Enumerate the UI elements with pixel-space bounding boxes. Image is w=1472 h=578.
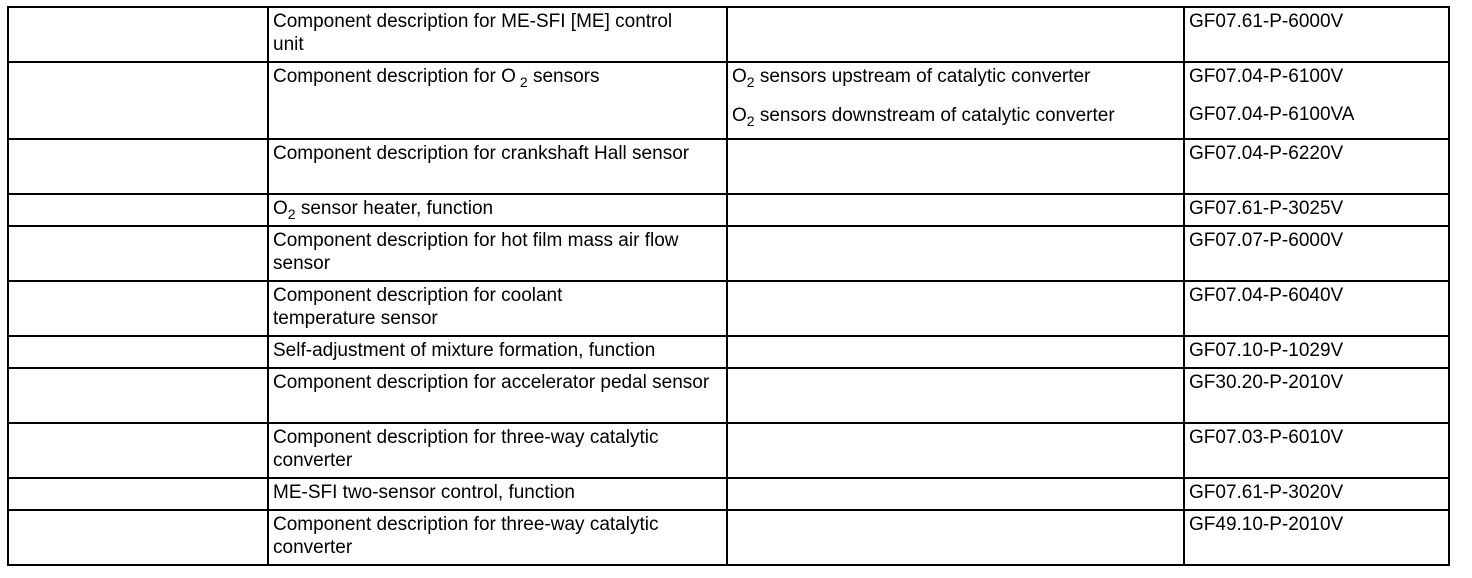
document-reference-link[interactable]: GF07.04-P-6040V <box>1189 285 1344 306</box>
description-cell <box>268 510 727 565</box>
description-cell <box>268 281 727 336</box>
description-cell <box>268 336 727 368</box>
reference-cell <box>1184 510 1449 565</box>
empty-cell <box>8 281 268 336</box>
description-text: Component description for three-way catalytic converter <box>273 514 659 558</box>
document-reference-link[interactable]: GF07.61-P-3020V <box>1189 482 1344 503</box>
detail-cell <box>727 7 1184 62</box>
document-reference-link[interactable]: GF07.04-P-6100V <box>1189 66 1344 87</box>
document-reference-link[interactable]: GF07.10-P-1029V <box>1189 340 1344 361</box>
reference-cell <box>1184 281 1449 336</box>
reference-cell <box>1184 7 1449 62</box>
detail-cell <box>727 336 1184 368</box>
table-row <box>8 368 1449 423</box>
description-text: Component description for crankshaft Hall sensor <box>273 143 690 164</box>
document-reference-link[interactable]: GF07.61-P-3025V <box>1189 198 1344 219</box>
description-suffix: sensors <box>527 66 600 87</box>
table-row <box>8 194 1449 226</box>
description-text: Component description for ME-SFI [ME] control unit <box>273 11 673 55</box>
description-text: Component description for hot film mass air flow sensor <box>273 230 679 274</box>
reference-cell <box>1184 62 1449 139</box>
document-reference-link[interactable]: GF49.10-P-2010V <box>1189 514 1344 535</box>
document-reference-link[interactable]: GF30.20-P-2010V <box>1189 372 1344 393</box>
document-reference-link[interactable]: GF07.61-P-6000V <box>1189 11 1344 32</box>
table-row <box>8 226 1449 281</box>
description-text <box>273 66 600 90</box>
reference-cell <box>1184 139 1449 194</box>
table-row <box>8 336 1449 368</box>
description-cell <box>268 478 727 510</box>
empty-cell <box>8 336 268 368</box>
detail-prefix: O <box>732 66 747 87</box>
detail-cell <box>727 226 1184 281</box>
description-cell <box>268 139 727 194</box>
detail-cell <box>727 62 1184 139</box>
description-prefix: Component description for O <box>273 66 516 87</box>
description-cell <box>268 194 727 226</box>
description-cell <box>268 226 727 281</box>
table-row <box>8 139 1449 194</box>
description-text: ME-SFI two-sensor control, function <box>273 482 575 503</box>
detail-cell <box>727 139 1184 194</box>
reference-cell <box>1184 423 1449 478</box>
reference-cell <box>1184 226 1449 281</box>
detail-cell <box>727 478 1184 510</box>
reference-cell <box>1184 194 1449 226</box>
table-row <box>8 62 1449 139</box>
reference-cell <box>1184 368 1449 423</box>
table-row <box>8 510 1449 565</box>
reference-cell <box>1184 336 1449 368</box>
empty-cell <box>8 194 268 226</box>
description-cell <box>268 62 727 139</box>
detail-cell <box>727 368 1184 423</box>
detail-line <box>732 104 1179 128</box>
description-text: Component description for three-way catalytic converter <box>273 427 659 471</box>
empty-cell <box>8 7 268 62</box>
subscript: 2 <box>519 74 528 90</box>
empty-cell <box>8 423 268 478</box>
empty-cell <box>8 478 268 510</box>
document-reference-link[interactable]: GF07.07-P-6000V <box>1189 230 1344 251</box>
detail-cell <box>727 510 1184 565</box>
empty-cell <box>8 139 268 194</box>
empty-cell <box>8 226 268 281</box>
reference-cell <box>1184 478 1449 510</box>
detail-cell <box>727 423 1184 478</box>
description-cell <box>268 423 727 478</box>
detail-line <box>732 65 1179 89</box>
table-row <box>8 423 1449 478</box>
detail-suffix: sensors downstream of catalytic converter <box>754 105 1115 126</box>
description-cell <box>268 368 727 423</box>
detail-prefix: O <box>732 105 747 126</box>
description-text: Component description for coolant temperature sensor <box>273 285 563 329</box>
document-reference-link[interactable]: GF07.03-P-6010V <box>1189 427 1344 448</box>
description-text <box>273 198 494 222</box>
empty-cell <box>8 368 268 423</box>
table-row <box>8 478 1449 510</box>
description-suffix: sensor heater, function <box>295 198 494 219</box>
table-row <box>8 7 1449 62</box>
reference-table <box>7 6 1450 566</box>
empty-cell <box>8 62 268 139</box>
subscript: 2 <box>746 74 755 90</box>
description-text: Component description for accelerator pedal sensor <box>273 372 710 393</box>
table-row <box>8 281 1449 336</box>
detail-suffix: sensors upstream of catalytic converter <box>754 66 1091 87</box>
detail-cell <box>727 194 1184 226</box>
description-prefix: O <box>273 198 288 219</box>
subscript: 2 <box>287 206 296 222</box>
document-reference-link[interactable]: GF07.04-P-6100VA <box>1189 104 1355 125</box>
detail-cell <box>727 281 1184 336</box>
subscript: 2 <box>746 113 755 129</box>
description-cell <box>268 7 727 62</box>
document-reference-link[interactable]: GF07.04-P-6220V <box>1189 143 1344 164</box>
empty-cell <box>8 510 268 565</box>
description-text: Self-adjustment of mixture formation, function <box>273 340 656 361</box>
